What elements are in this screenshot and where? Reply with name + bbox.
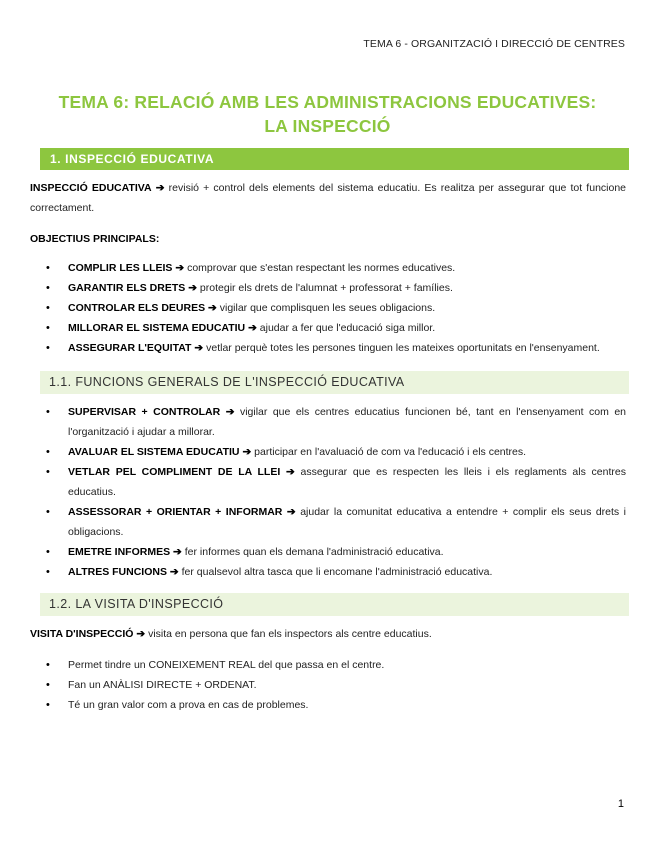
- item-term: VETLAR PEL COMPLIMENT DE LA LLEI: [68, 466, 281, 478]
- item-text: vigilar que els centres educatius funcionen bé, tant en l'ensenyament com en l'organització i ajudar a millorar.: [68, 406, 626, 438]
- list-item: • Fan un ANÀLISI DIRECTE + ORDENAT.: [30, 675, 626, 695]
- objectives-label: OBJECTIUS PRINCIPALS:: [30, 233, 160, 245]
- arrow-icon: ➔: [173, 546, 182, 558]
- subsection-heading-visita-inspeccio: 1.2. LA VISITA D'INSPECCIÓ: [40, 593, 629, 616]
- definition-term: INSPECCIÓ EDUCATIVA: [30, 182, 152, 194]
- visit-list: [30, 655, 626, 715]
- list-item: [30, 462, 626, 502]
- functions-list: [30, 402, 626, 582]
- item-text: protegir els drets de l'alumnat + professorat + famílies.: [197, 282, 453, 294]
- list-item: • Té un gran valor com a prova en cas de problemes.: [30, 695, 626, 715]
- definition-visita-inspeccio: [30, 624, 626, 644]
- document-title: [40, 90, 615, 138]
- item-text: fer informes quan els demana l'administració educativa.: [181, 546, 444, 558]
- list-item: [30, 542, 626, 562]
- definition-text: visita en persona que fan els inspectors als centre educatius.: [145, 628, 432, 640]
- section-heading-inspeccio-educativa: 1. INSPECCIÓ EDUCATIVA: [40, 148, 629, 170]
- arrow-icon: ➔: [188, 282, 197, 294]
- item-term: COMPLIR LES LLEIS: [68, 262, 173, 274]
- definition-inspeccio-educativa: [30, 178, 626, 218]
- item-text: assegurar que es respecten les lleis i els reglaments als centres educatius.: [68, 466, 626, 498]
- page-number: 1: [617, 798, 624, 810]
- arrow-icon: ➔: [136, 628, 146, 640]
- objectives-list: [30, 258, 626, 358]
- item-term: SUPERVISAR + CONTROLAR: [68, 406, 221, 418]
- item-term: GARANTIR ELS DRETS: [68, 282, 186, 294]
- item-text: fer qualsevol altra tasca que li encomane l'administració educativa.: [178, 566, 493, 578]
- arrow-icon: ➔: [175, 262, 185, 274]
- list-item: [30, 502, 626, 542]
- arrow-icon: ➔: [285, 466, 295, 478]
- arrow-icon: ➔: [194, 342, 204, 354]
- item-text: ajudar la comunitat educativa a entendre + complir els seus drets i obligacions.: [68, 506, 626, 538]
- list-item: [30, 402, 626, 442]
- arrow-icon: ➔: [242, 446, 252, 458]
- list-item: [30, 258, 626, 278]
- arrow-icon: ➔: [169, 566, 179, 578]
- item-term: ASSEGURAR L'EQUITAT: [68, 342, 192, 354]
- definition-text: revisió + control dels elements del sistema educatiu. Es realitza per assegurar que tot funcione correctament.: [30, 182, 627, 214]
- item-text: vigilar que complisquen les seues obligacions.: [216, 302, 436, 314]
- list-item: • Permet tindre un CONEIXEMENT REAL del que passa en el centre.: [30, 655, 626, 675]
- definition-term: VISITA D'INSPECCIÓ: [30, 628, 134, 640]
- item-term: CONTROLAR ELS DEURES: [68, 302, 206, 314]
- arrow-icon: ➔: [208, 302, 217, 314]
- item-text: vetlar perquè totes les persones tinguen les mateixes oportunitats en l'ensenyament.: [203, 342, 600, 354]
- item-text: ajudar a fer que l'educació siga millor.: [256, 322, 436, 334]
- list-item: [30, 318, 626, 338]
- list-item: [30, 338, 626, 358]
- title-line-2: LA INSPECCIÓ: [264, 116, 391, 136]
- list-item: [30, 442, 626, 462]
- item-term: MILLORAR EL SISTEMA EDUCATIU: [68, 322, 246, 334]
- item-term: EMETRE INFORMES: [68, 546, 171, 558]
- title-line-1: TEMA 6: RELACIÓ AMB LES ADMINISTRACIONS EDUCATIVES:: [58, 92, 597, 112]
- subsection-heading-funcions-generals: 1.1. FUNCIONS GENERALS DE L'INSPECCIÓ EDUCATIVA: [40, 371, 629, 394]
- item-term: ASSESSORAR + ORIENTAR + INFORMAR: [68, 506, 283, 518]
- arrow-icon: ➔: [248, 322, 257, 334]
- list-item: [30, 278, 626, 298]
- list-item: [30, 562, 626, 582]
- item-term: AVALUAR EL SISTEMA EDUCATIU: [68, 446, 240, 458]
- item-text: comprovar que s'estan respectant les normes educatives.: [184, 262, 456, 274]
- arrow-icon: ➔: [225, 406, 235, 418]
- list-item: [30, 298, 626, 318]
- arrow-icon: ➔: [155, 182, 165, 194]
- arrow-icon: ➔: [286, 506, 296, 518]
- item-term: ALTRES FUNCIONS: [68, 566, 167, 578]
- item-text: participar en l'avaluació de com va l'educació i els centres.: [251, 446, 527, 458]
- running-header: TEMA 6 - ORGANITZACIÓ I DIRECCIÓ DE CENTRES: [363, 38, 625, 50]
